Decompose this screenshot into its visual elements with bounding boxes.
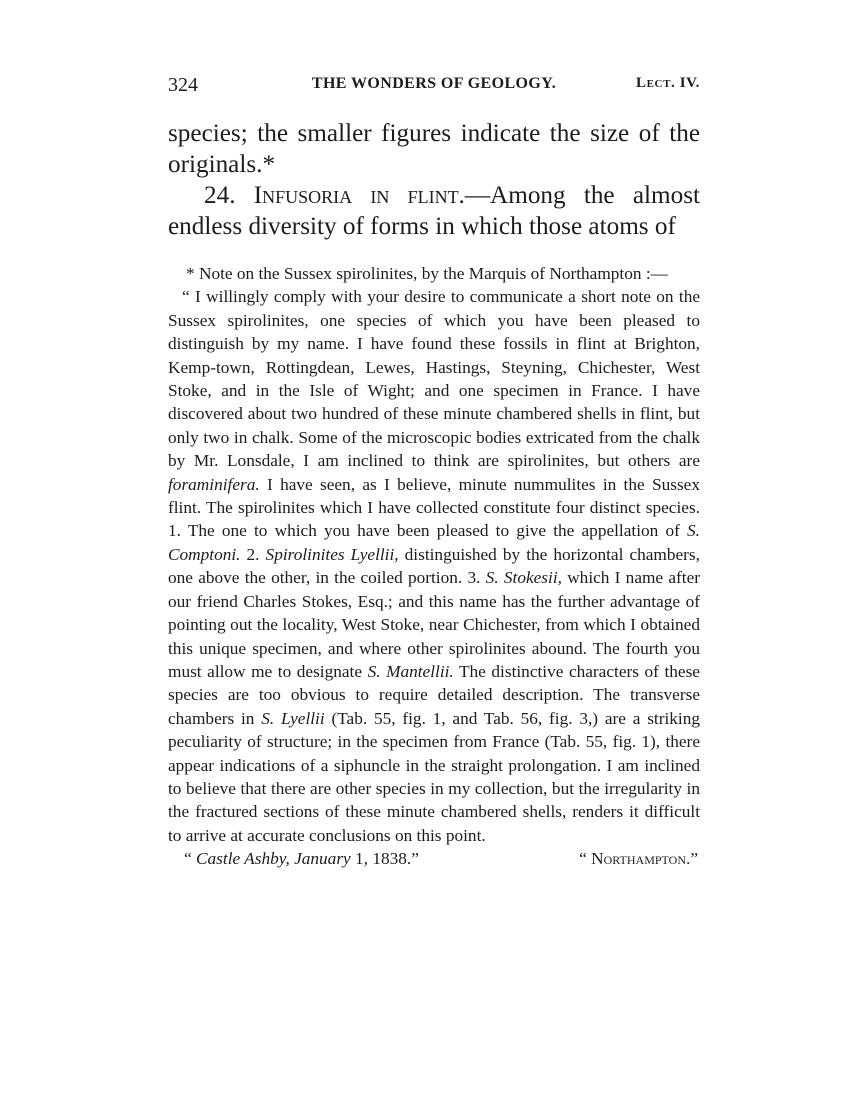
section-title: Infusoria in flint. [253,182,465,209]
footnote-intro [168,262,700,285]
main-text [168,118,700,242]
italic-term: Spirolinites Lyellii, [265,544,399,564]
italic-term: S. Mantellii. [367,661,454,681]
italic-term: S. Stokesii, [485,568,562,588]
letter-text: “ I willingly comply with your desire to communicate a short note on the Sussex spirolinites, one species of which you have been pleased to distinguish by my name. I have found these fossils in flint at Brighton, Kemp-town, Rottingdean, Lewes, Hastings, Steyning, Chichester, West Stoke, and in the Isle of Wight; and one specimen in France. I have discovered about two hundred of these minute chambered shells in flint, but only two in chalk. Some of the microscopic bodies extricated from the chalk by Mr. Lonsdale, I am inclined to think are spirolinites, but others are [168,287,700,471]
letter-date: “ Castle Ashby, January 1, 1838.” [184,849,419,869]
footnote-intro-text: Note on the Sussex spirolinites, by the Marquis of Northampton :— [198,264,668,283]
letter-text: which I name after our friend Charles Stokes, Esq.; and this name has the further advantage of pointing out the locality, West Stoke, near Chichester, from which I obtained this unique specimen, and where other spirolinites abound. The fourth you must allow me to designate [168,568,701,681]
letter-signature: “ Northampton.” [579,849,698,869]
lecture-label: Lect. IV. [635,75,700,91]
letter-text: The distinctive characters of these species are too obvious to require detailed description. The transverse chambers in [168,661,700,728]
footnote-marker: * [186,264,195,283]
section-text: —Among the almost endless diversity of forms in which those atoms of [168,182,700,240]
italic-term: foraminifera. [168,474,260,494]
section-number: 24. [204,182,236,209]
book-page [168,74,700,871]
letter-signoff [168,847,700,871]
italic-term: S. Lyellii [261,708,325,728]
paragraph-continued: species; the smaller figures indicate the size of the originals.* [168,120,700,178]
letter-text: 2. [240,544,266,564]
section-paragraph [168,180,700,242]
page-number: 324 [168,74,198,96]
letter-text: I have seen, as I believe, minute nummulites in the Sussex flint. The spirolinites which I have collected constitute four distinct species. 1. The one to which you have been pleased to give the appellation of [168,474,700,541]
italic-term: S. Comptoni. [168,521,700,564]
footnote-letter [168,285,700,847]
running-head [168,74,700,104]
running-title: THE WONDERS OF GEOLOGY. [311,75,557,92]
footnote [168,262,700,871]
letter-text: (Tab. 55, fig. 1, and Tab. 56, fig. 3,) are a striking peculiarity of structure; in the specimen from France (Tab. 55, fig. 1), there appear indications of a siphuncle in the straight prolongation. I am inclined to believe that there are other species in my collection, but the irregularity in the fractured sections of these minute chambered shells, renders it difficult to arrive at accurate conclusions on this point. [168,708,701,845]
letter-text: distinguished by the horizontal chambers, one above the other, in the coiled portion. 3. [168,544,700,588]
